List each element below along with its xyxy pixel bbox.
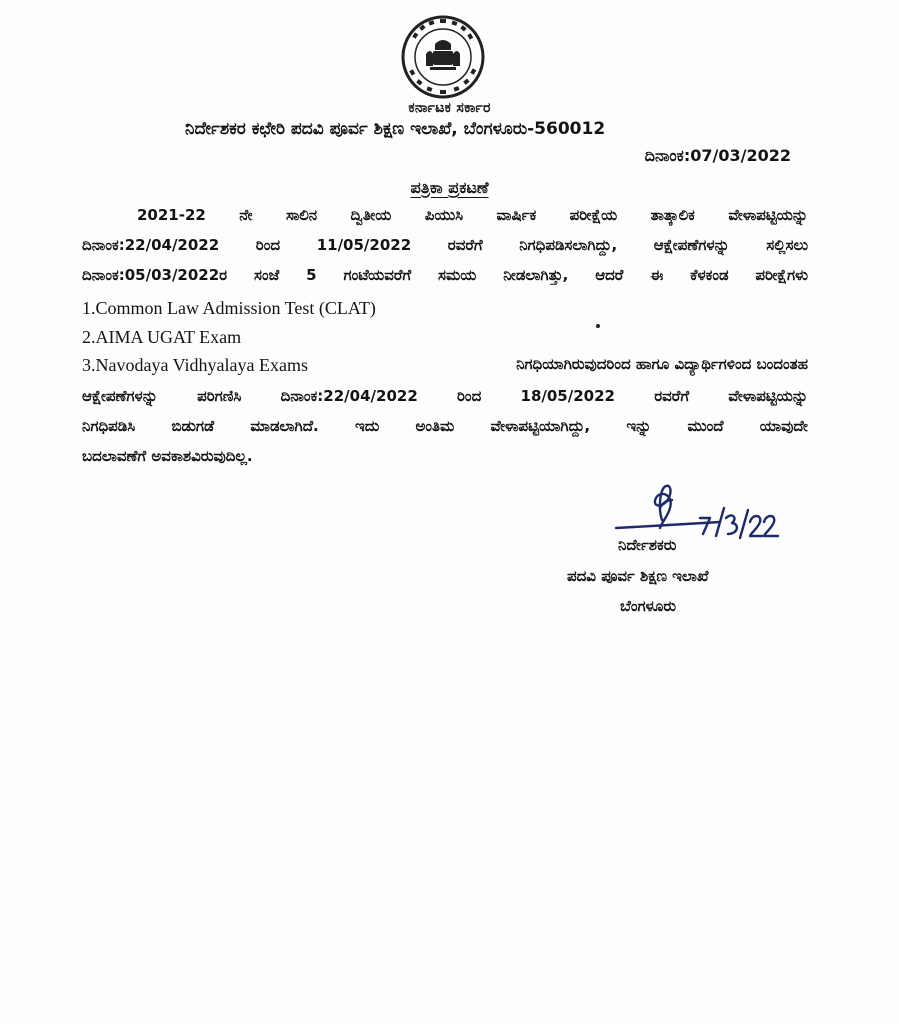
paragraph-line: 2021-22 ನೇ ಸಾಲಿನ ದ್ವಿತೀಯ ಪಿಯುಸಿ ವಾರ್ಷಿಕ ಪರೀಕ್ಷೆಯ ತಾತ್ಕಾಲಿಕ ವೇಳಾಪಟ್ಟಿಯನ್ನು [137,206,808,224]
paragraph-line: ಬದಲಾವಣೆಗೆ ಅವಕಾಶವಿರುವುದಿಲ್ಲ. [82,447,253,465]
paragraph-line: ನಿಗಧಿಪಡಿಸಿ ಬಿಡುಗಡೆ ಮಾಡಲಾಗಿದೆ. ಇದು ಅಂತಿಮ ವೇಳಾಪಟ್ಟಿಯಾಗಿದ್ದು, ಇನ್ನು ಮುಂದೆ ಯಾವುದೇ [82,417,808,435]
signatory-city: ಬೆಂಗಳೂರು [620,597,677,615]
paragraph-intro [82,200,808,290]
paragraph-line: ದಿನಾಂಕ:05/03/2022ರ ಸಂಜೆ 5 ಗಂಟೆಯವರೆಗೆ ಸಮಯ ನೀಡಲಾಗಿತ್ತು, ಆದರೆ ಈ ಕೆಳಕಂಡ ಪರೀಕ್ಷೆಗಳು [82,266,808,284]
exam-list-item-aima: 2.AIMA UGAT Exam [82,327,242,347]
exam-list-item-navodaya [82,355,808,376]
paragraph-line: ದಿನಾಂಕ:22/04/2022 ರಿಂದ 11/05/2022 ರವರೆಗೆ ನಿಗಧಿಪಡಿಸಲಾಗಿದ್ದು, ಆಕ್ಷೇಪಣೆಗಳನ್ನು ಸಲ್ಲಿಸಲು [82,236,808,254]
press-release-title [0,178,899,198]
signatory-department: ಪದವಿ ಪೂರ್ವ ಶಿಕ್ಷಣ ಇಲಾಖೆ [567,567,709,585]
government-emblem-icon [400,14,486,100]
paragraph-conclusion [82,381,808,471]
signatory-title: ನಿರ್ದೇಶಕರು [618,536,677,554]
exam-list-item-clat: 1.Common Law Admission Test (CLAT) [82,298,376,318]
exam-note: ನಿಗಧಿಯಾಗಿರುವುದರಿಂದ ಹಾಗೂ ವಿದ್ಯಾರ್ಥಿಗಳಿಂದ ಬಂದಂತಹ [516,355,808,373]
document-date: ದಿನಾಂಕ:07/03/2022 [644,146,791,165]
stray-dot [596,324,600,328]
handwritten-signature [600,478,800,568]
government-name: ಕರ್ನಾಟಕ ಸರ್ಕಾರ [408,100,491,116]
paragraph-line: ಆಕ್ಷೇಪಣೆಗಳನ್ನು ಪರಿಗಣಿಸಿ ದಿನಾಂಕ:22/04/2022 ರಿಂದ 18/05/2022 ರವರೆಗೆ ವೇಳಾಪಟ್ಟಿಯನ್ನು [82,387,808,405]
office-name: ನಿರ್ದೇಶಕರ ಕಛೇರಿ ಪದವಿ ಪೂರ್ವ ಶಿಕ್ಷಣ ಇಲಾಖೆ, ಬೆಂಗಳೂರು-560012 [185,119,606,139]
exam-name: 3.Navodaya Vidhyalaya Exams [82,355,309,375]
press-release-title-text: ಪತ್ರಿಕಾ ಪ್ರಕಟಣೆ [410,178,489,197]
